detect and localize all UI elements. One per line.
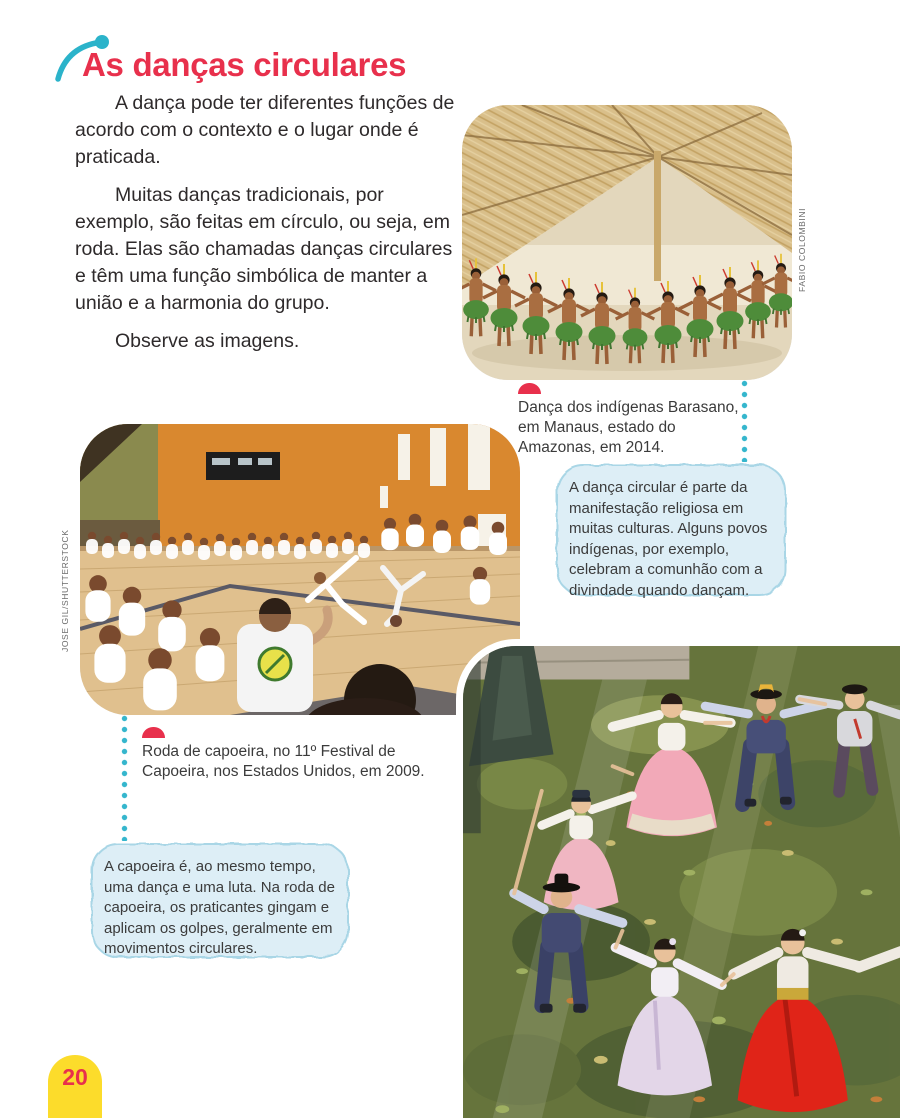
photo-korean-dance-illustration: [463, 646, 900, 1118]
page-number-badge: [48, 1055, 102, 1118]
figure-caption-text: Roda de capoeira, no 11º Festival de Capoeira, nos Estados Unidos, em 2009.: [142, 743, 425, 780]
photo-indigenous-dance: [462, 105, 792, 380]
photo-credit: FABIO COLOMBINI: [797, 207, 807, 292]
dotted-connector-icon: [121, 713, 128, 841]
photo-korean-dance: [456, 639, 900, 1118]
figure-caption-text: Dança dos indígenas Barasano, em Manaus, estado do Amazonas, em 2014.: [518, 399, 739, 456]
caption-marker-icon: [518, 383, 541, 394]
page-title: As danças circulares: [82, 46, 407, 83]
page-number: 20: [62, 1064, 88, 1090]
note-bubble-religious-dance: [555, 463, 787, 616]
photo-capoeira-illustration: [80, 424, 520, 715]
note-bubble-text: A capoeira é, ao mesmo tempo, uma dança e uma luta. Na roda de capoeira, os praticantes gingam e aplicam os golpes, geralmente em movimentos circulares.: [104, 858, 335, 957]
caption-marker-icon: [142, 727, 165, 738]
note-bubble-text: A dança circular é parte da manifestação religiosa em muitas culturas. Alguns povos indígenas, por exemplo, celebram a comunhão com a divindade quando dançam.: [569, 479, 768, 599]
intro-text: [75, 90, 465, 366]
photo-capoeira: [80, 424, 520, 715]
intro-paragraph: Observe as imagens.: [115, 330, 300, 352]
photo-credit: JOSE GIL/SHUTTERSTOCK: [60, 529, 70, 652]
intro-paragraph: Muitas danças tradicionais, por exemplo, são feitas em círculo, ou seja, em roda. Elas são chamadas danças circulares e têm uma função simbólica de manter a união e a harmonia do grupo.: [75, 184, 453, 314]
intro-paragraph: A dança pode ter diferentes funções de acordo com o contexto e o lugar onde é praticada.: [75, 92, 455, 168]
photo-indigenous-dance-illustration: [462, 105, 792, 380]
figure-caption: [518, 383, 750, 458]
note-bubble-capoeira: [90, 842, 350, 975]
figure-caption: [142, 727, 454, 782]
